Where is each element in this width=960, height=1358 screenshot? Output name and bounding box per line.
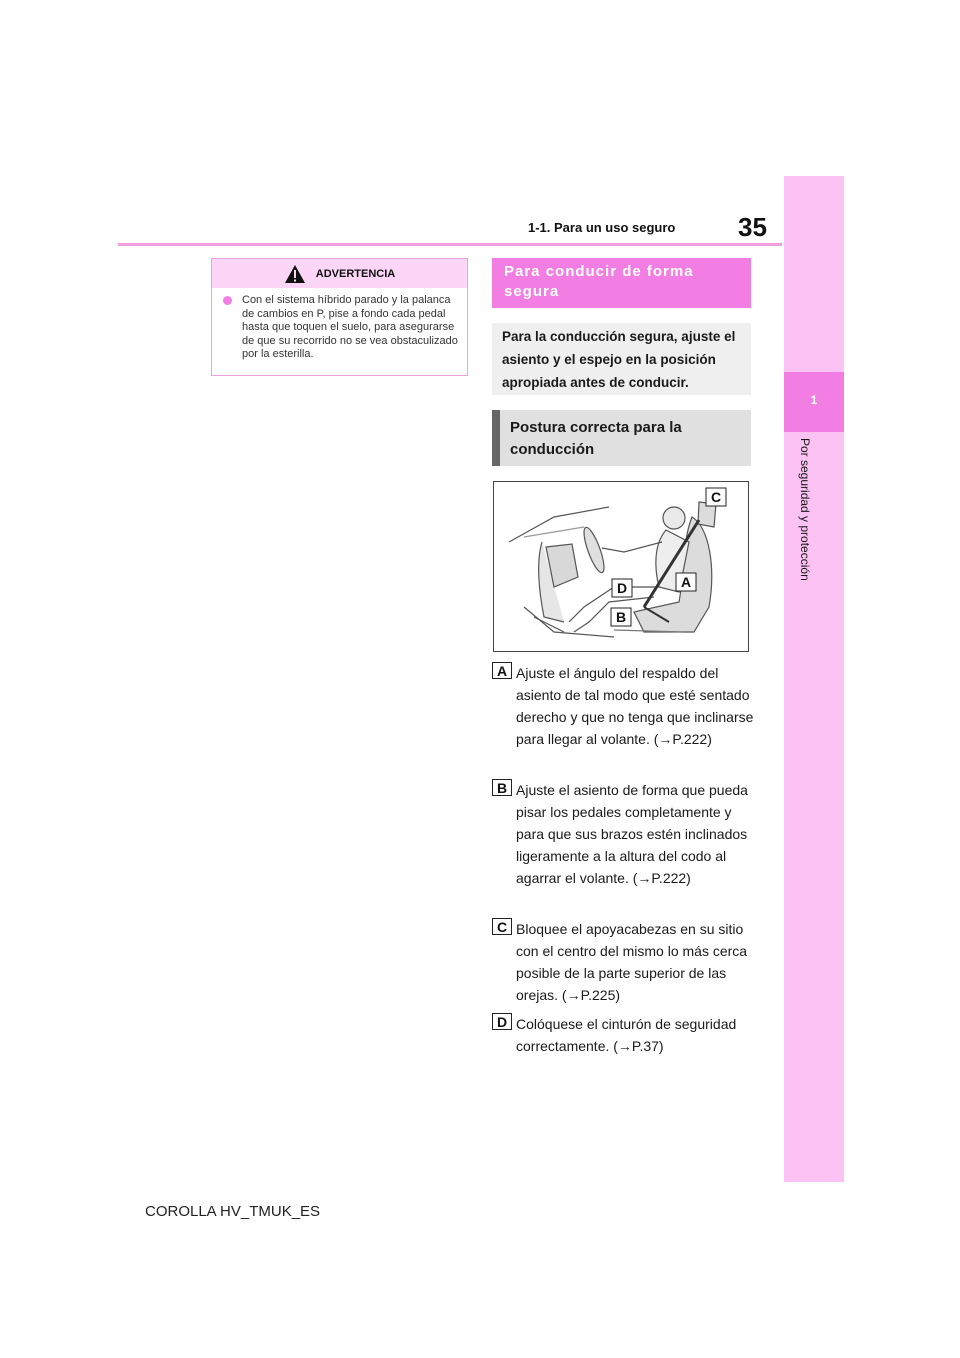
item-text: Ajuste el ángulo del respaldo del asiento de tal modo que esté sentado derecho y que no tenga que inclinarse para llegar al volante. (→P.222)	[516, 665, 754, 747]
warning-header	[212, 259, 467, 288]
posture-item-c	[492, 918, 754, 1006]
illustration-label-c	[706, 488, 726, 506]
subsection-heading: Postura correcta para la conducción	[492, 410, 751, 466]
item-text: Ajuste el asiento de forma que pueda pisar los pedales completamente y para que sus brazos estén inclinados ligeramente a la altura del codo al agarrar el volante. (→P.222)	[516, 782, 748, 886]
chapter-label: Por seguridad y protección	[798, 438, 812, 581]
section-heading: Para conducir de forma segura	[492, 258, 751, 308]
illustration-label-a	[676, 573, 696, 591]
bullet-icon	[223, 296, 232, 305]
chapter-number: 1	[810, 393, 818, 407]
item-letter: B	[492, 779, 512, 796]
model-code: COROLLA HV_TMUK_ES	[145, 1203, 321, 1220]
driving-posture-illustration	[493, 481, 749, 652]
illustration-label-b	[611, 608, 631, 626]
item-text: Bloquee el apoyacabezas en su sitio con el centro del mismo lo más cerca posible de la parte superior de las orejas. (→P.225)	[516, 921, 748, 1003]
intro-text: Para la conducción segura, ajuste el asiento y el espejo en la posición apropiada antes de conducir.	[492, 323, 751, 395]
svg-text:D: D	[616, 580, 628, 596]
svg-text:C: C	[710, 489, 722, 505]
posture-item-b	[492, 779, 754, 889]
warning-box	[211, 258, 468, 376]
header-rule	[118, 243, 782, 246]
section-title: 1-1. Para un uso seguro	[528, 220, 676, 235]
svg-text:B: B	[615, 609, 627, 625]
illustration-label-d	[612, 579, 632, 597]
warning-title: ADVERTENCIA	[315, 267, 396, 280]
item-letter: C	[492, 918, 512, 935]
posture-item-a	[492, 662, 754, 750]
item-text: Colóquese el cinturón de seguridad correctamente. (→P.37)	[516, 1016, 737, 1054]
item-letter: A	[492, 662, 512, 679]
svg-text:A: A	[680, 574, 692, 590]
driver-seat-drawing	[494, 482, 748, 651]
warning-text: Con el sistema híbrido parado y la palanca de cambios en P, pise a fondo cada pedal hasta que toquen el suelo, para asegurarse de que su recorrido no se vea obstaculizado por la esterilla.	[242, 294, 458, 360]
item-letter: D	[492, 1013, 512, 1030]
chapter-side-tab	[784, 176, 844, 1182]
warning-body	[212, 288, 467, 362]
posture-item-d	[492, 1013, 754, 1057]
warning-triangle-icon	[284, 264, 306, 284]
page-number: 35	[738, 212, 767, 242]
